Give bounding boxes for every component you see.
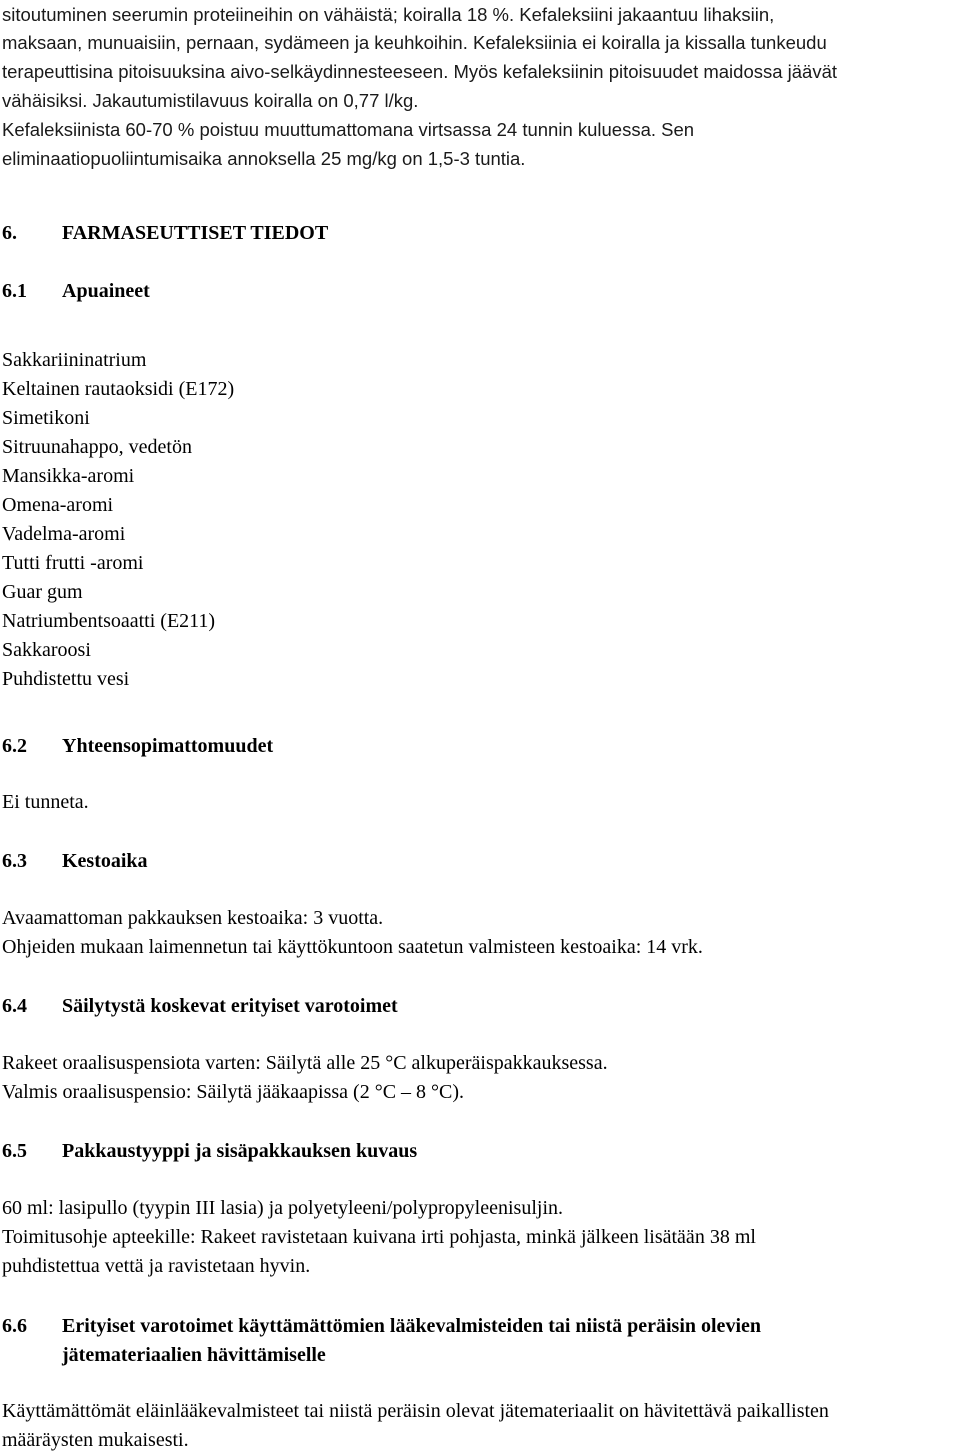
section-6-4-line-1: Rakeet oraalisuspensiota varten: Säilytä alle 25 °C alkuperäispakkauksessa.: [2, 1052, 608, 1074]
excipient-item: Keltainen rautaoksidi (E172): [2, 378, 235, 400]
pk-line-6: eliminaatiopuoliintumisaika annoksella 25 mg/kg on 1,5-3 tuntia.: [2, 148, 526, 169]
section-6-5-title: Pakkaustyyppi ja sisäpakkauksen kuvaus: [62, 1140, 418, 1162]
section-6-3-line-1: Avaamattoman pakkauksen kestoaika: 3 vuotta.: [2, 907, 384, 929]
excipient-item: Vadelma-aromi: [2, 523, 126, 545]
section-6-5-line-1: 60 ml: lasipullo (tyypin III lasia) ja polyetyleeni/polypropyleenisuljin.: [2, 1197, 564, 1219]
section-6-heading: [2, 219, 328, 248]
pk-line-4: vähäisiksi. Jakautumistilavuus koiralla on 0,77 l/kg.: [2, 90, 419, 111]
section-6-6-line-2: määräysten mukaisesti.: [2, 1429, 189, 1451]
pk-line-1: sitoutuminen seerumin proteiineihin on vähäistä; koiralla 18 %. Kefaleksiini jakaantuu lihaksiin,: [2, 4, 775, 25]
section-6-2-number: 6.2: [2, 735, 27, 757]
section-6-6-number: 6.6: [2, 1315, 27, 1337]
section-6-5-line-2: Toimitusohje apteekille: Rakeet ravistetaan kuivana irti pohjasta, minkä jälkeen lisätään 38 ml: [2, 1226, 756, 1248]
excipient-item: Sakkariininatrium: [2, 349, 147, 371]
pk-line-3: terapeuttisina pitoisuuksina aivo-selkäydinnesteeseen. Myös kefaleksiinin pitoisuudet maidossa jäävät: [2, 61, 838, 82]
section-6-number: 6.: [2, 222, 17, 244]
excipient-item: Tutti frutti -aromi: [2, 552, 144, 574]
pk-line-2: maksaan, munuaisiin, pernaan, sydämeen ja keuhkoihin. Kefaleksiinia ei koiralla ja kissalla tunkeudu: [2, 32, 827, 53]
section-6-6-heading: [2, 1312, 761, 1341]
pk-line-5: Kefaleksiinista 60-70 % poistuu muuttumattomana virtsassa 24 tunnin kuluessa. Sen: [2, 119, 695, 140]
excipient-item: Puhdistettu vesi: [2, 668, 130, 690]
excipient-item: Sitruunahappo, vedetön: [2, 436, 192, 458]
section-6-5-line-3: puhdistettua vettä ja ravistetaan hyvin.: [2, 1255, 311, 1277]
excipient-item: Mansikka-aromi: [2, 465, 135, 487]
excipient-item: Guar gum: [2, 581, 83, 603]
section-6-4-line-2: Valmis oraalisuspensio: Säilytä jääkaapissa (2 °C – 8 °C).: [2, 1081, 465, 1103]
section-6-1-heading: [2, 277, 150, 306]
section-6-2-title: Yhteensopimattomuudet: [62, 735, 274, 757]
excipient-item: Omena-aromi: [2, 494, 114, 516]
section-6-3-number: 6.3: [2, 850, 27, 872]
section-6-5-number: 6.5: [2, 1140, 27, 1162]
section-6-6-title-line-2: jätemateriaalien hävittämiselle: [62, 1344, 326, 1366]
section-6-4-title: Säilytystä koskevat erityiset varotoimet: [62, 995, 398, 1017]
section-6-6-title-line-1: Erityiset varotoimet käyttämättömien lääkevalmisteiden tai niistä peräisin olevien: [62, 1315, 761, 1337]
section-6-3-line-2: Ohjeiden mukaan laimennetun tai käyttökuntoon saatetun valmisteen kestoaika: 14 vrk.: [2, 936, 703, 958]
section-6-6-line-1: Käyttämättömät eläinlääkevalmisteet tai niistä peräisin olevat jätemateriaalit on hävitettävä paikallisten: [2, 1400, 829, 1422]
excipient-item: Simetikoni: [2, 407, 90, 429]
section-6-3-title: Kestoaika: [62, 850, 148, 872]
section-6-5-heading: [2, 1137, 417, 1166]
excipient-item: Sakkaroosi: [2, 639, 91, 661]
section-6-4-number: 6.4: [2, 995, 27, 1017]
section-6-1-number: 6.1: [2, 280, 27, 302]
excipient-item: Natriumbentsoaatti (E211): [2, 610, 216, 632]
section-6-4-heading: [2, 992, 398, 1021]
section-6-1-title: Apuaineet: [62, 280, 150, 302]
section-6-3-heading: [2, 847, 148, 876]
section-6-title: FARMASEUTTISET TIEDOT: [62, 222, 329, 244]
section-6-2-text: Ei tunneta.: [2, 791, 89, 813]
section-6-2-heading: [2, 732, 273, 761]
